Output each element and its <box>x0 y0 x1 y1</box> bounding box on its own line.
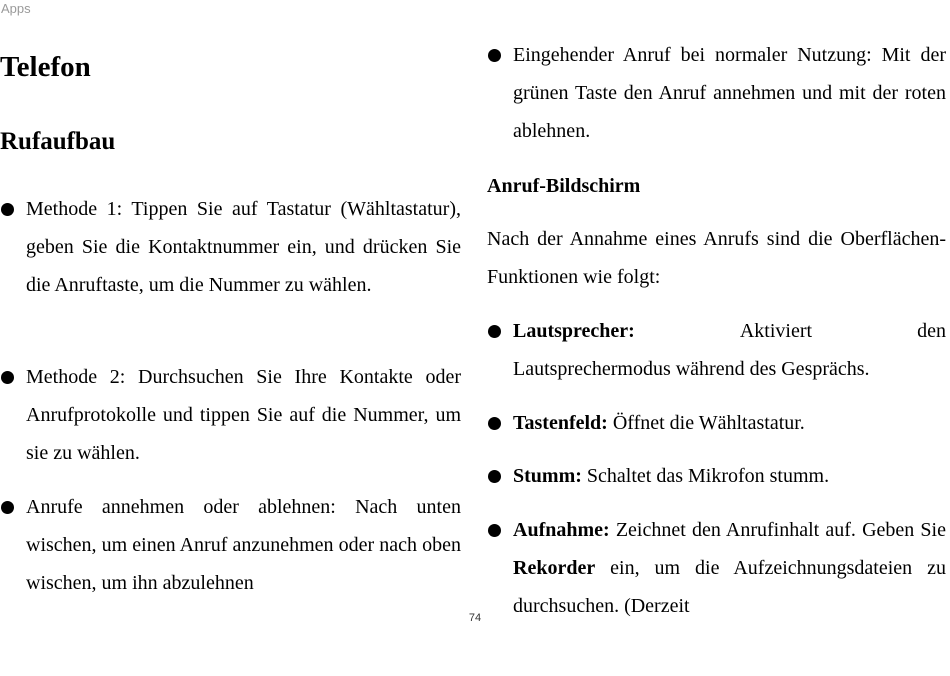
list-item <box>0 358 461 472</box>
recorder-app-name: Rekorder <box>513 557 596 579</box>
feature-desc: Schaltet das Mikrofon stumm. <box>581 465 830 487</box>
feature-desc: Lautsprechermodus während des Gesprächs. <box>513 358 870 380</box>
feature-keypad <box>487 404 946 442</box>
bullet-icon <box>488 417 501 430</box>
list-item <box>487 36 946 150</box>
bullet-icon <box>1 501 14 514</box>
list-item <box>0 190 461 304</box>
section-title: Rufaufbau <box>0 128 116 155</box>
feature-desc: Zeichnet den Anrufinhalt auf. Geben Sie <box>609 519 946 541</box>
section-header: Apps <box>1 1 31 16</box>
feature-label: Aufnahme: <box>513 519 610 541</box>
list-item <box>0 488 461 602</box>
feature-desc: Öffnet die Wähltastatur. <box>607 412 805 434</box>
page-number: 74 <box>468 612 482 624</box>
feature-speaker-line <box>513 312 946 350</box>
bullet-icon <box>488 325 501 338</box>
bullet-icon <box>488 524 501 537</box>
bullet-icon <box>488 470 501 483</box>
list-item-text: Methode 2: Durchsuchen Sie Ihre Kontakte oder Anrufprotokolle und tippen Sie auf die Nummer, um sie zu wählen. <box>26 366 461 464</box>
list-item-text: Eingehender Anruf bei normaler Nutzung: Mit der grünen Taste den Anruf annehmen und mit der roten ablehnen. <box>513 44 946 142</box>
feature-label: Lautsprecher: <box>513 320 635 342</box>
bullet-icon <box>1 371 14 384</box>
bullet-icon <box>488 49 501 62</box>
feature-desc-word2: den <box>917 320 946 342</box>
feature-record <box>487 511 946 625</box>
list-item-text: Methode 1: Tippen Sie auf Tastatur (Wähltastatur), geben Sie die Kontaktnummer ein, und drücken Sie die Anruftaste, um die Nummer zu wählen. <box>26 198 461 296</box>
page-title: Telefon <box>0 51 91 83</box>
call-screen-heading: Anruf-Bildschirm <box>487 175 641 197</box>
bullet-icon <box>1 203 14 216</box>
feature-desc-cont: ein, um die Aufzeichnungsdateien zu durchsuchen. (Derzeit <box>513 557 946 617</box>
feature-speaker <box>487 312 946 388</box>
list-item-text: Anrufe annehmen oder ablehnen: Nach unten wischen, um einen Anruf anzunehmen oder nach oben wischen, um ihn abzulehnen <box>26 496 461 594</box>
call-screen-intro: Nach der Annahme eines Anrufs sind die Oberflächen-Funktionen wie folgt: <box>487 228 946 288</box>
feature-desc-word: Aktiviert <box>739 320 813 342</box>
feature-label: Stumm: <box>513 465 582 487</box>
feature-label: Tastenfeld: <box>513 412 608 434</box>
feature-mute <box>487 457 946 495</box>
